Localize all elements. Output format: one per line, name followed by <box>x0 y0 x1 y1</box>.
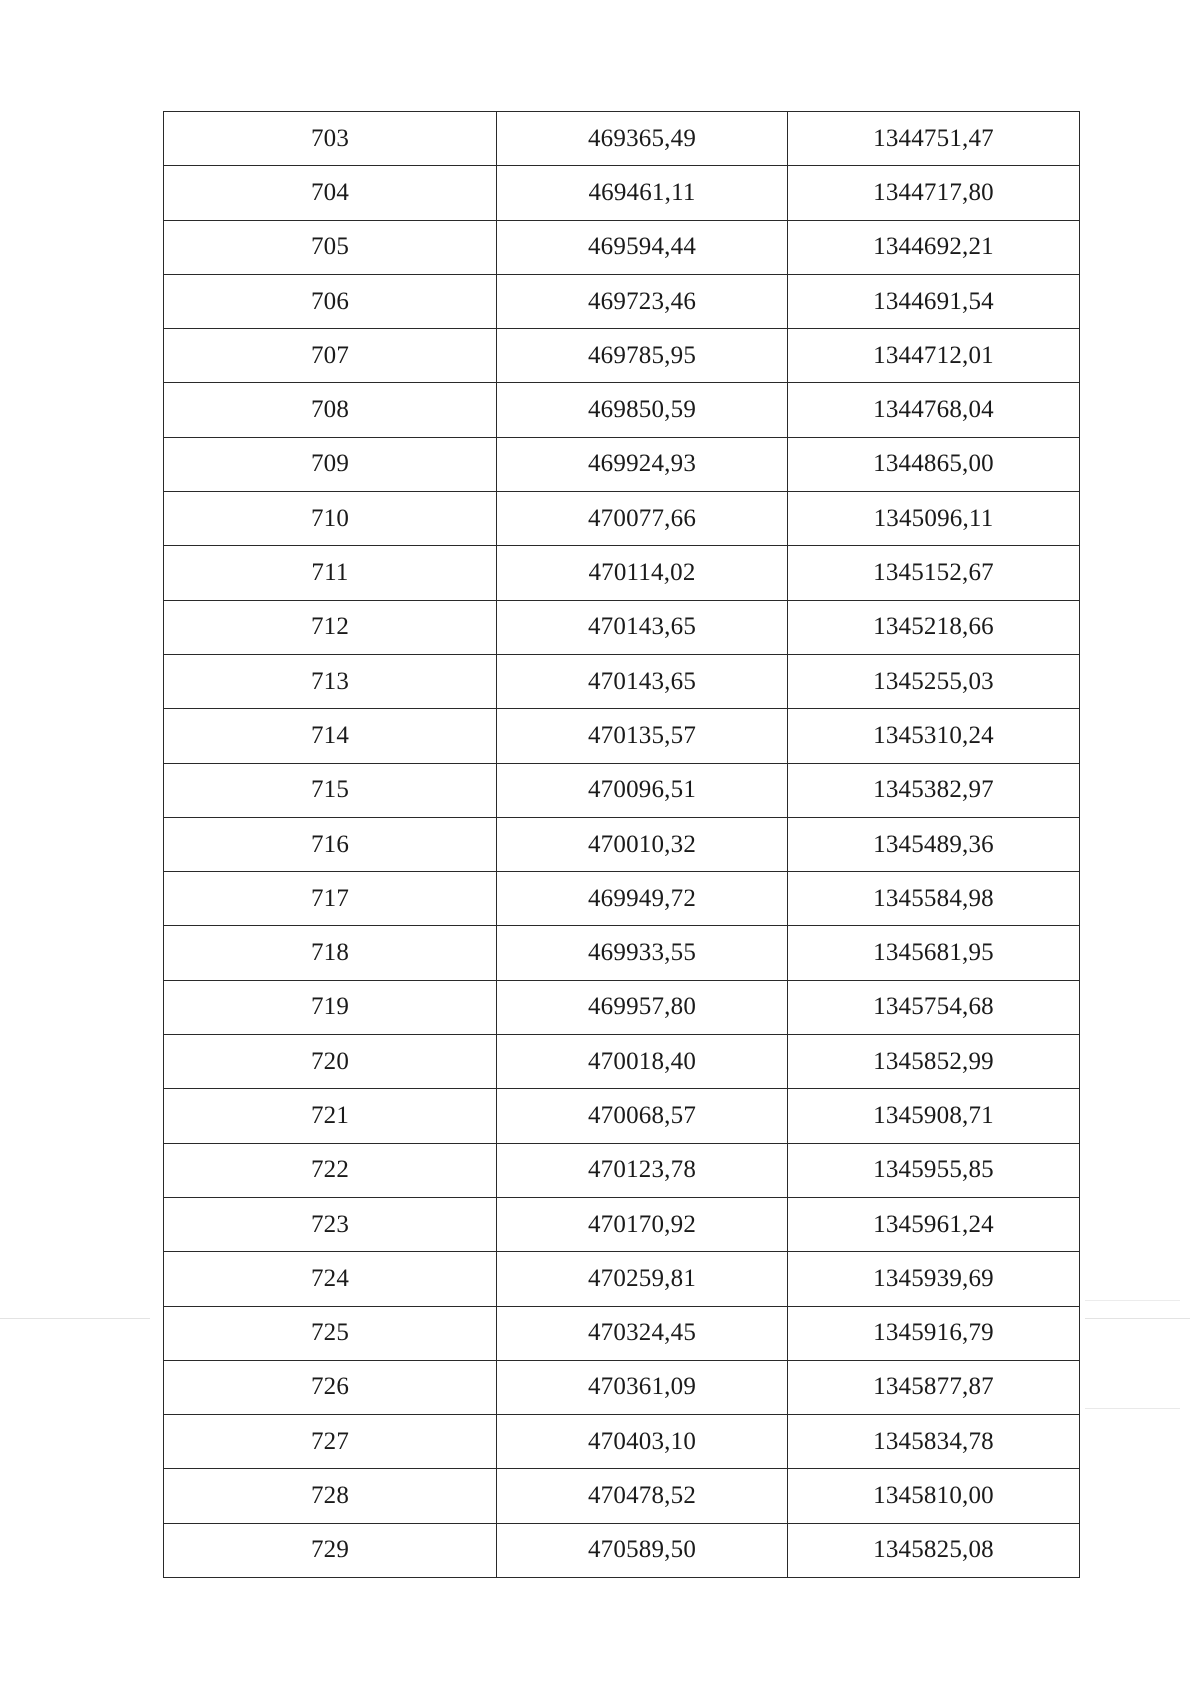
y-coordinate-cell: 1344865,00 <box>788 437 1080 491</box>
table-row <box>164 274 1080 328</box>
point-number-cell: 727 <box>164 1415 497 1469</box>
y-coordinate-cell: 1344712,01 <box>788 329 1080 383</box>
table-row <box>164 872 1080 926</box>
table-row <box>164 709 1080 763</box>
y-coordinate-cell: 1345754,68 <box>788 980 1080 1034</box>
scan-artifact <box>1085 1318 1190 1319</box>
y-coordinate-cell: 1344717,80 <box>788 166 1080 220</box>
y-coordinate-cell: 1345955,85 <box>788 1143 1080 1197</box>
y-coordinate-cell: 1345961,24 <box>788 1197 1080 1251</box>
table-row <box>164 437 1080 491</box>
y-coordinate-cell: 1345810,00 <box>788 1469 1080 1523</box>
table-row <box>164 1035 1080 1089</box>
table-row <box>164 600 1080 654</box>
x-coordinate-cell: 470096,51 <box>497 763 788 817</box>
y-coordinate-cell: 1345218,66 <box>788 600 1080 654</box>
x-coordinate-cell: 470361,09 <box>497 1360 788 1414</box>
table-row <box>164 1089 1080 1143</box>
point-number-cell: 719 <box>164 980 497 1034</box>
table-row <box>164 166 1080 220</box>
x-coordinate-cell: 470478,52 <box>497 1469 788 1523</box>
point-number-cell: 711 <box>164 546 497 600</box>
x-coordinate-cell: 470589,50 <box>497 1523 788 1577</box>
y-coordinate-cell: 1345255,03 <box>788 654 1080 708</box>
table-row <box>164 112 1080 166</box>
x-coordinate-cell: 469949,72 <box>497 872 788 926</box>
table-row <box>164 980 1080 1034</box>
point-number-cell: 723 <box>164 1197 497 1251</box>
scan-artifact <box>1085 1408 1180 1409</box>
point-number-cell: 708 <box>164 383 497 437</box>
x-coordinate-cell: 470123,78 <box>497 1143 788 1197</box>
point-number-cell: 706 <box>164 274 497 328</box>
x-coordinate-cell: 470324,45 <box>497 1306 788 1360</box>
point-number-cell: 724 <box>164 1252 497 1306</box>
scan-artifact <box>0 1318 150 1319</box>
y-coordinate-cell: 1344692,21 <box>788 220 1080 274</box>
point-number-cell: 726 <box>164 1360 497 1414</box>
x-coordinate-cell: 470135,57 <box>497 709 788 763</box>
y-coordinate-cell: 1345908,71 <box>788 1089 1080 1143</box>
x-coordinate-cell: 470018,40 <box>497 1035 788 1089</box>
x-coordinate-cell: 470259,81 <box>497 1252 788 1306</box>
y-coordinate-cell: 1345681,95 <box>788 926 1080 980</box>
point-number-cell: 717 <box>164 872 497 926</box>
y-coordinate-cell: 1345584,98 <box>788 872 1080 926</box>
coordinates-table-body <box>164 112 1080 1578</box>
x-coordinate-cell: 469933,55 <box>497 926 788 980</box>
table-row <box>164 329 1080 383</box>
x-coordinate-cell: 470114,02 <box>497 546 788 600</box>
point-number-cell: 722 <box>164 1143 497 1197</box>
table-row <box>164 817 1080 871</box>
y-coordinate-cell: 1345096,11 <box>788 492 1080 546</box>
y-coordinate-cell: 1345489,36 <box>788 817 1080 871</box>
table-row <box>164 1469 1080 1523</box>
point-number-cell: 712 <box>164 600 497 654</box>
x-coordinate-cell: 469850,59 <box>497 383 788 437</box>
point-number-cell: 714 <box>164 709 497 763</box>
table-row <box>164 654 1080 708</box>
x-coordinate-cell: 470143,65 <box>497 654 788 708</box>
x-coordinate-cell: 469594,44 <box>497 220 788 274</box>
y-coordinate-cell: 1345834,78 <box>788 1415 1080 1469</box>
point-number-cell: 720 <box>164 1035 497 1089</box>
x-coordinate-cell: 470170,92 <box>497 1197 788 1251</box>
x-coordinate-cell: 470403,10 <box>497 1415 788 1469</box>
table-row <box>164 220 1080 274</box>
table-row <box>164 1143 1080 1197</box>
point-number-cell: 703 <box>164 112 497 166</box>
x-coordinate-cell: 469957,80 <box>497 980 788 1034</box>
y-coordinate-cell: 1345382,97 <box>788 763 1080 817</box>
table-row <box>164 383 1080 437</box>
point-number-cell: 718 <box>164 926 497 980</box>
point-number-cell: 713 <box>164 654 497 708</box>
x-coordinate-cell: 469365,49 <box>497 112 788 166</box>
point-number-cell: 728 <box>164 1469 497 1523</box>
table-row <box>164 1360 1080 1414</box>
x-coordinate-cell: 470143,65 <box>497 600 788 654</box>
x-coordinate-cell: 469785,95 <box>497 329 788 383</box>
point-number-cell: 725 <box>164 1306 497 1360</box>
x-coordinate-cell: 470077,66 <box>497 492 788 546</box>
point-number-cell: 705 <box>164 220 497 274</box>
point-number-cell: 716 <box>164 817 497 871</box>
table-row <box>164 1523 1080 1577</box>
y-coordinate-cell: 1344751,47 <box>788 112 1080 166</box>
x-coordinate-cell: 470010,32 <box>497 817 788 871</box>
point-number-cell: 729 <box>164 1523 497 1577</box>
x-coordinate-cell: 469723,46 <box>497 274 788 328</box>
table-row <box>164 1415 1080 1469</box>
point-number-cell: 715 <box>164 763 497 817</box>
point-number-cell: 707 <box>164 329 497 383</box>
x-coordinate-cell: 469461,11 <box>497 166 788 220</box>
table-row <box>164 763 1080 817</box>
table-row <box>164 926 1080 980</box>
y-coordinate-cell: 1345152,67 <box>788 546 1080 600</box>
y-coordinate-cell: 1345852,99 <box>788 1035 1080 1089</box>
y-coordinate-cell: 1345939,69 <box>788 1252 1080 1306</box>
y-coordinate-cell: 1344768,04 <box>788 383 1080 437</box>
y-coordinate-cell: 1345877,87 <box>788 1360 1080 1414</box>
y-coordinate-cell: 1345916,79 <box>788 1306 1080 1360</box>
point-number-cell: 721 <box>164 1089 497 1143</box>
point-number-cell: 710 <box>164 492 497 546</box>
point-number-cell: 704 <box>164 166 497 220</box>
table-row <box>164 1306 1080 1360</box>
scan-artifact <box>1085 1300 1180 1301</box>
y-coordinate-cell: 1344691,54 <box>788 274 1080 328</box>
x-coordinate-cell: 470068,57 <box>497 1089 788 1143</box>
table-row <box>164 1197 1080 1251</box>
table-row <box>164 546 1080 600</box>
table-row <box>164 492 1080 546</box>
point-number-cell: 709 <box>164 437 497 491</box>
y-coordinate-cell: 1345310,24 <box>788 709 1080 763</box>
coordinates-table <box>163 111 1080 1578</box>
x-coordinate-cell: 469924,93 <box>497 437 788 491</box>
table-row <box>164 1252 1080 1306</box>
y-coordinate-cell: 1345825,08 <box>788 1523 1080 1577</box>
